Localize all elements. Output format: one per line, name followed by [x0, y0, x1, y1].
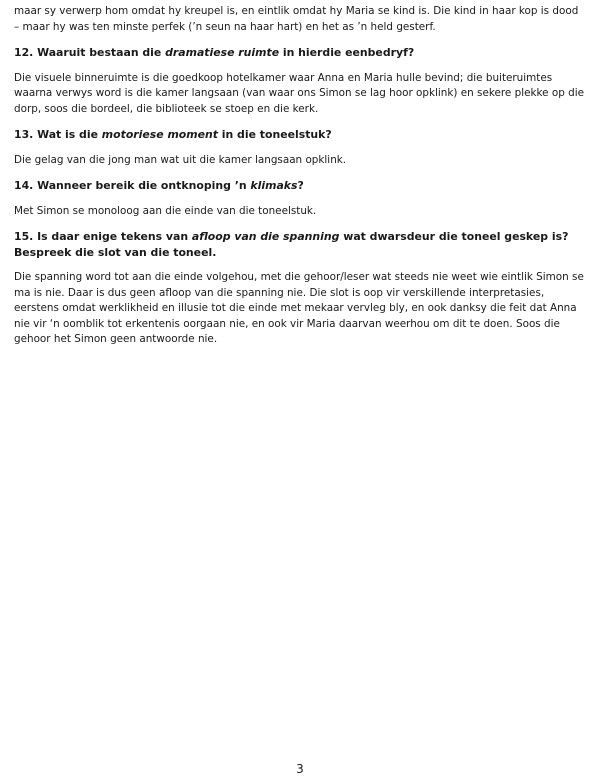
document-page	[14, 4, 586, 348]
intro-paragraph: maar sy verwerp hom omdat hy kreupel is, en eintlik omdat hy Maria se kind is. Die kind in haar kop is dood – maar hy was ten minste perfek (’n seun na haar hart) en het as ’n held gesterf.	[14, 5, 579, 33]
question-15-lead: 15. Is daar enige tekens van	[14, 230, 192, 243]
question-14-term: klimaks	[250, 179, 298, 192]
question-14-lead: 14. Wanneer bereik die ontknoping ’n	[14, 179, 251, 192]
question-15-term: afloop van die spanning	[191, 230, 340, 243]
question-12-tail: in hierdie eenbedryf?	[279, 46, 415, 59]
question-12	[14, 45, 586, 61]
question-12-lead: 12. Waaruit bestaan die	[14, 46, 166, 59]
question-13-term: motoriese moment	[101, 128, 218, 141]
question-13-lead: 13. Wat is die	[14, 128, 102, 141]
page-number: 3	[296, 762, 304, 776]
question-13-tail: in die toneelstuk?	[217, 128, 332, 141]
question-12-term: dramatiese ruimte	[165, 46, 280, 59]
answer-14: Met Simon se monoloog aan die einde van die toneelstuk.	[14, 204, 317, 217]
answer-13: Die gelag van die jong man wat uit die kamer langsaan opklink.	[14, 153, 347, 166]
answer-12: Die visuele binneruimte is die goedkoop hotelkamer waar Anna en Maria hulle bevind; die buiteruimtes waarna verwys word is die kamer langsaan (van waar ons Simon se lag hoor opklink) en sekere plekke op die dorp, soos die bordeel, die biblioteek se stoep en die kerk.	[14, 71, 584, 115]
answer-15: Die spanning word tot aan die einde volgehou, met die gehoor/leser wat steeds nie weet wie eintlik Simon se ma is nie. Daar is dus geen afloop van die spanning nie. Die slot is oop vir verskillende interpretasies, eerstens omdat werklikheid en illusie tot die einde met mekaar vervleg bly, en ook danksy die feit dat Anna nie vir ‘n oomblik tot erkentenis oorgaan nie, en ook vir Maria daarvan weerhou om dit te doen. Soos die gehoor het Simon geen antwoorde nie.	[14, 271, 584, 345]
question-14-tail: ?	[297, 179, 304, 192]
question-13	[14, 127, 586, 143]
question-15	[14, 229, 586, 260]
question-15-tail: wat dwarsdeur die toneel geskep is? Bespreek die slot van die toneel.	[14, 230, 569, 259]
question-14	[14, 178, 586, 194]
